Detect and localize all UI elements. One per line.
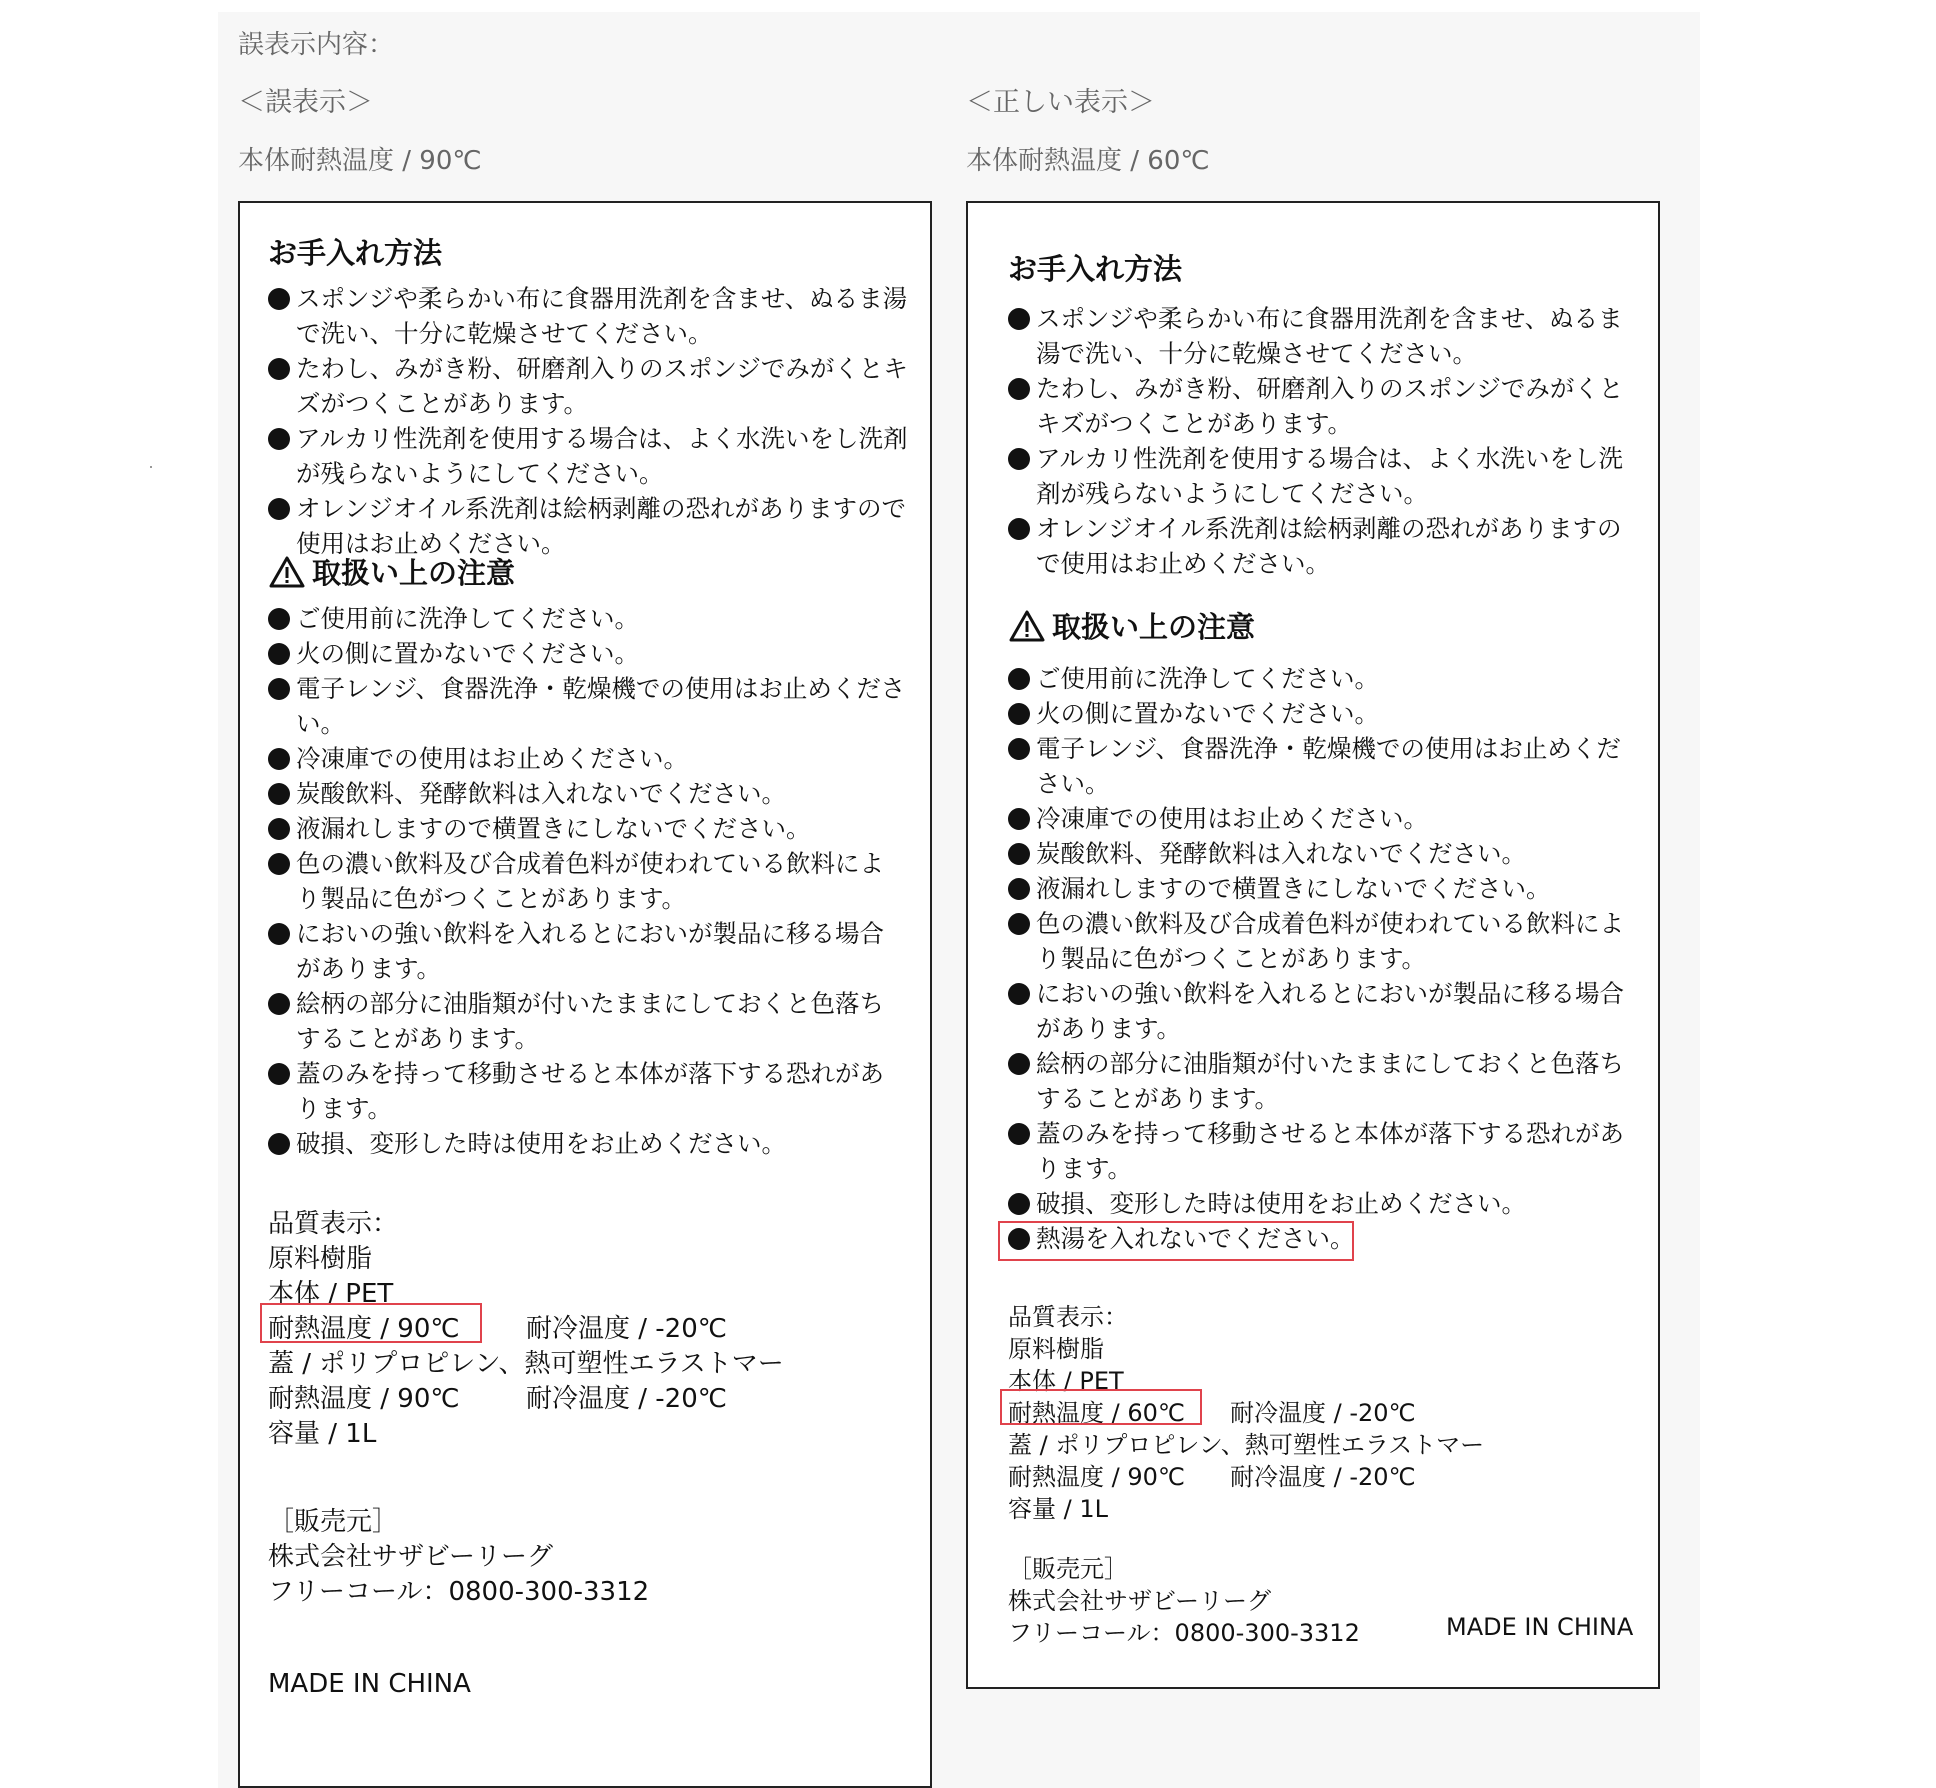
- care-title: お手入れ方法: [1008, 252, 1183, 286]
- seller-label: ［販売元］: [1008, 1555, 1128, 1583]
- wrong-label-card: [238, 201, 932, 1788]
- bullet-icon: [268, 1063, 290, 1085]
- list-item: 液漏れしますので横置きにしないでください。: [1008, 871, 1638, 906]
- quality-capacity: 容量 / 1L: [268, 1419, 377, 1449]
- bullet-icon: [268, 853, 290, 875]
- list-item: アルカリ性洗剤を使用する場合は、よく水洗いをし洗剤が残らないようにしてください。: [1008, 441, 1638, 511]
- quality-body-heat: 耐熱温度 / 90℃: [268, 1314, 460, 1344]
- care-list: [268, 281, 908, 561]
- bullet-icon: [268, 678, 290, 700]
- seller-phone: フリーコール：0800-300-3312: [268, 1577, 650, 1607]
- quality-lid-cold: 耐冷温度 / -20℃: [1230, 1463, 1416, 1491]
- quality-lid-cold: 耐冷温度 / -20℃: [526, 1384, 727, 1414]
- bullet-icon: [1008, 913, 1030, 935]
- bullet-icon: [1008, 808, 1030, 830]
- list-item: オレンジオイル系洗剤は絵柄剥離の恐れがありますので使用はお止めください。: [1008, 511, 1638, 581]
- wrong-temp: 本体耐熱温度 / 90℃: [238, 146, 482, 176]
- list-item: たわし、みがき粉、研磨剤入りのスポンジでみがくとキズがつくことがあります。: [268, 351, 908, 421]
- list-item: 炭酸飲料、発酵飲料は入れないでください。: [1008, 836, 1638, 871]
- warning-icon: [1008, 609, 1046, 643]
- correct-highlight-box-temp: [1000, 1389, 1202, 1425]
- bullet-icon: [1008, 1053, 1030, 1075]
- quality-capacity: 容量 / 1L: [1008, 1495, 1108, 1523]
- bullet-icon: [268, 498, 290, 520]
- correct-highlight-box-note: [998, 1221, 1354, 1261]
- bullet-icon: [268, 923, 290, 945]
- list-item: 電子レンジ、食器洗浄・乾燥機での使用はお止めください。: [1008, 731, 1638, 801]
- bullet-icon: [1008, 668, 1030, 690]
- list-item: スポンジや柔らかい布に食器用洗剤を含ませ、ぬるま湯で洗い、十分に乾燥させてください。: [1008, 301, 1638, 371]
- quality-lid-heat: 耐熱温度 / 90℃: [268, 1384, 460, 1414]
- quality-lid: 蓋 / ポリプロピレン、熱可塑性エラストマー: [1008, 1431, 1485, 1459]
- bullet-icon: [1008, 518, 1030, 540]
- bullet-icon: [1008, 448, 1030, 470]
- quality-body-cold: 耐冷温度 / -20℃: [526, 1314, 727, 1344]
- bullet-icon: [1008, 843, 1030, 865]
- bullet-icon: [1008, 1193, 1030, 1215]
- list-item: 電子レンジ、食器洗浄・乾燥機での使用はお止めください。: [268, 671, 908, 741]
- list-item: 蓋のみを持って移動させると本体が落下する恐れがあります。: [1008, 1116, 1638, 1186]
- warning-icon: [268, 555, 306, 589]
- caution-title: 取扱い上の注意: [268, 551, 515, 592]
- list-item: 冷凍庫での使用はお止めください。: [268, 741, 908, 776]
- quality-label: 品質表示：: [268, 1209, 399, 1239]
- correct-temp: 本体耐熱温度 / 60℃: [966, 146, 1210, 176]
- caution-list: [268, 601, 908, 1161]
- list-item: 蓋のみを持って移動させると本体が落下する恐れがあります。: [268, 1056, 908, 1126]
- quality-lid: 蓋 / ポリプロピレン、熱可塑性エラストマー: [268, 1349, 784, 1379]
- list-item: においの強い飲料を入れるとにおいが製品に移る場合があります。: [1008, 976, 1638, 1046]
- list-item: 液漏れしますので横置きにしないでください。: [268, 811, 908, 846]
- bullet-icon: [1008, 1123, 1030, 1145]
- list-item: 火の側に置かないでください。: [1008, 696, 1638, 731]
- caution-title: 取扱い上の注意: [1008, 605, 1255, 646]
- list-item: 色の濃い飲料及び合成着色料が使われている飲料により製品に色がつくことがあります。: [268, 846, 908, 916]
- list-item: アルカリ性洗剤を使用する場合は、よく水洗いをし洗剤が残らないようにしてください。: [268, 421, 908, 491]
- correct-label-card: [966, 201, 1660, 1689]
- bullet-icon: [1008, 378, 1030, 400]
- list-item: たわし、みがき粉、研磨剤入りのスポンジでみがくとキズがつくことがあります。: [1008, 371, 1638, 441]
- quality-label: 品質表示：: [1008, 1303, 1128, 1331]
- quality-body-cold: 耐冷温度 / -20℃: [1230, 1399, 1416, 1427]
- bullet-icon: [1008, 878, 1030, 900]
- origin: MADE IN CHINA: [1446, 1613, 1634, 1641]
- list-item: においの強い飲料を入れるとにおいが製品に移る場合があります。: [268, 916, 908, 986]
- bullet-icon: [268, 993, 290, 1015]
- origin: MADE IN CHINA: [268, 1669, 471, 1699]
- list-item: 絵柄の部分に油脂類が付いたままにしておくと色落ちすることがあります。: [268, 986, 908, 1056]
- bullet-icon: [268, 428, 290, 450]
- wrong-heading: ＜誤表示＞: [238, 87, 373, 118]
- list-item: スポンジや柔らかい布に食器用洗剤を含ませ、ぬるま湯で洗い、十分に乾燥させてください。: [268, 281, 908, 351]
- quality-material: 原料樹脂: [1008, 1335, 1104, 1363]
- bullet-icon: [268, 608, 290, 630]
- bullet-icon: [1008, 703, 1030, 725]
- intro-label: 誤表示内容：: [238, 30, 395, 60]
- seller-name: 株式会社サザビーリーグ: [1008, 1587, 1272, 1615]
- quality-body: 本体 / PET: [268, 1279, 394, 1309]
- quality-body: 本体 / PET: [1008, 1367, 1124, 1395]
- quality-body-heat: 耐熱温度 / 60℃: [1008, 1399, 1185, 1427]
- seller-name: 株式会社サザビーリーグ: [268, 1542, 553, 1572]
- seller-label: ［販売元］: [268, 1507, 399, 1537]
- list-item: ご使用前に洗浄してください。: [268, 601, 908, 636]
- bullet-icon: [1008, 983, 1030, 1005]
- list-item: 火の側に置かないでください。: [268, 636, 908, 671]
- list-item: 破損、変形した時は使用をお止めください。: [1008, 1186, 1638, 1221]
- list-item: 熱湯を入れないでください。: [1008, 1221, 1638, 1256]
- list-item: 破損、変形した時は使用をお止めください。: [268, 1126, 908, 1161]
- correct-heading: ＜正しい表示＞: [966, 87, 1155, 118]
- caution-list: [1008, 661, 1638, 1256]
- bullet-icon: [268, 748, 290, 770]
- list-item: オレンジオイル系洗剤は絵柄剥離の恐れがありますので使用はお止めください。: [268, 491, 908, 561]
- quality-lid-heat: 耐熱温度 / 90℃: [1008, 1463, 1185, 1491]
- bullet-icon: [268, 358, 290, 380]
- list-item: 炭酸飲料、発酵飲料は入れないでください。: [268, 776, 908, 811]
- bullet-icon: [268, 1133, 290, 1155]
- stray-dot: [150, 466, 152, 468]
- bullet-icon: [268, 783, 290, 805]
- bullet-icon: [1008, 738, 1030, 760]
- bullet-icon: [268, 643, 290, 665]
- bullet-icon: [268, 288, 290, 310]
- list-item: 色の濃い飲料及び合成着色料が使われている飲料により製品に色がつくことがあります。: [1008, 906, 1638, 976]
- list-item: ご使用前に洗浄してください。: [1008, 661, 1638, 696]
- care-title: お手入れ方法: [268, 236, 443, 270]
- seller-phone: フリーコール：0800-300-3312: [1008, 1619, 1360, 1647]
- bullet-icon: [1008, 308, 1030, 330]
- bullet-icon: [268, 818, 290, 840]
- list-item: 冷凍庫での使用はお止めください。: [1008, 801, 1638, 836]
- quality-material: 原料樹脂: [268, 1244, 373, 1274]
- care-list: [1008, 301, 1638, 581]
- wrong-highlight-box: [260, 1303, 482, 1343]
- list-item: 絵柄の部分に油脂類が付いたままにしておくと色落ちすることがあります。: [1008, 1046, 1638, 1116]
